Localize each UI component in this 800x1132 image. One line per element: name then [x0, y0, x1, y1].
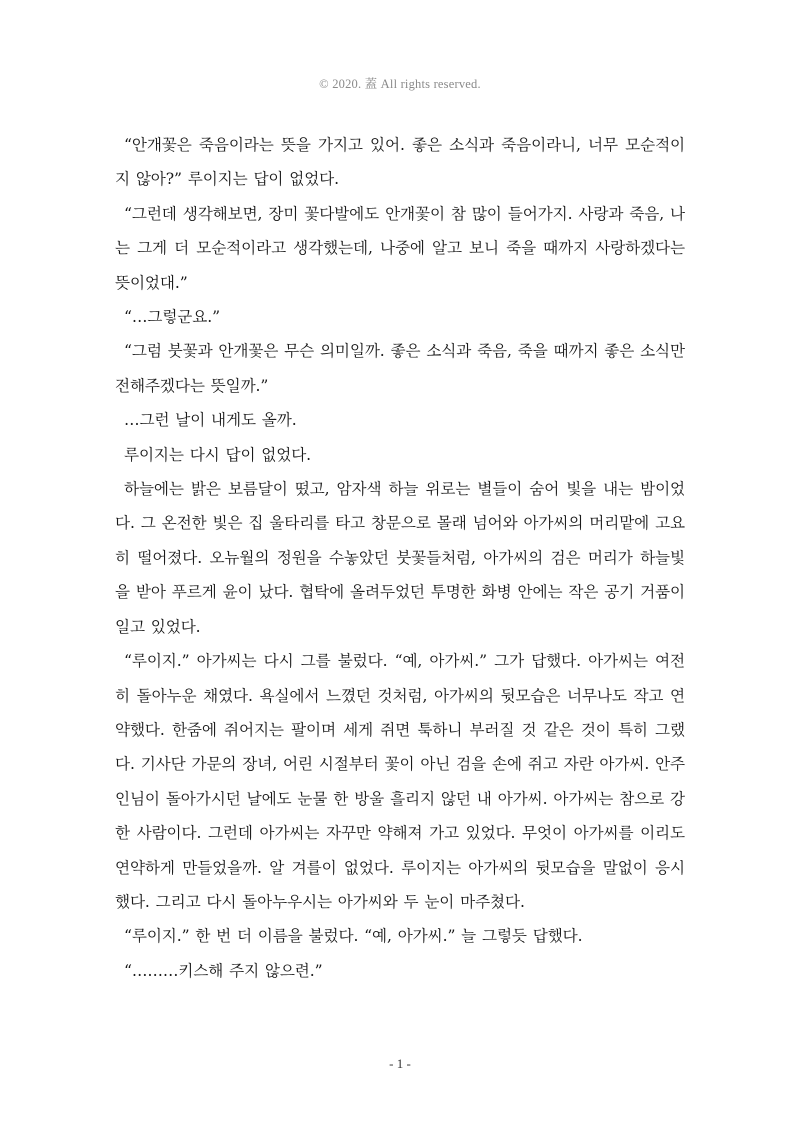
paragraph: “그럼 붓꽃과 안개꽃은 무슨 의미일까. 좋은 소식과 죽음, 죽을 때까지 좋은 소식만 전해주겠다는 뜻일까.” — [115, 342, 685, 395]
page-number: - 1 - — [389, 1056, 411, 1071]
paragraph: “그런데 생각해보면, 장미 꽃다발에도 안개꽃이 참 많이 들어가지. 사랑과 죽음, 나는 그게 더 모순적이라고 생각했는데, 나중에 알고 보니 죽을 때까지 사랑하겠다는 뜻이었대.” — [115, 204, 685, 292]
paragraph: …그런 날이 내게도 올까. — [124, 411, 297, 430]
story-text — [115, 128, 685, 988]
paragraph: “…그렇군요.” — [124, 308, 220, 327]
copyright-header: © 2020. 蓋 All rights reserved. — [319, 77, 481, 91]
paragraph: “안개꽃은 죽음이라는 뜻을 가지고 있어. 좋은 소식과 죽음이라니, 너무 모순적이지 않아?” 루이지는 답이 없었다. — [115, 136, 685, 189]
paragraph: “………키스해 주지 않으련.” — [124, 961, 323, 980]
paragraph: 루이지는 다시 답이 없었다. — [124, 445, 312, 464]
paragraph: “루이지.” 한 번 더 이름을 불렀다. “예, 아가씨.” 늘 그렇듯 답했다. — [124, 927, 583, 946]
paragraph: 하늘에는 밝은 보름달이 떴고, 암자색 하늘 위로는 별들이 숨어 빛을 내는 밤이었다. 그 온전한 빛은 집 울타리를 타고 창문으로 몰래 넘어와 아가씨의 머리맡에 고요히 떨어졌다. 오뉴월의 정원을 수놓았던 붓꽃들처럼, 아가씨의 검은 머리가 하늘빛을 받아 푸르게 윤이 났다. 협탁에 올려두었던 투명한 화병 안에는 작은 공기 거품이 일고 있었다. — [115, 480, 685, 636]
paragraph: “루이지.” 아가씨는 다시 그를 불렀다. “예, 아가씨.” 그가 답했다. 아가씨는 여전히 돌아누운 채였다. 욕실에서 느꼈던 것처럼, 아가씨의 뒷모습은 너무나도 작고 연약했다. 한줌에 쥐어지는 팔이며 세게 쥐면 툭하니 부러질 것 같은 것이 특히 그랬다. 기사단 가문의 장녀, 어린 시절부터 꽃이 아닌 검을 손에 쥐고 자란 아가씨. 안주인님이 돌아가시던 날에도 눈물 한 방울 흘리지 않던 내 아가씨. 아가씨는 참으로 강한 사람이다. 그런데 아가씨는 자꾸만 약해져 가고 있었다. 무엇이 아가씨를 이리도 연약하게 만들었을까. 알 겨를이 없었다. 루이지는 아가씨의 뒷모습을 말없이 응시했다. 그리고 다시 돌아누우시는 아가씨와 두 눈이 마주쳤다. — [115, 652, 685, 911]
